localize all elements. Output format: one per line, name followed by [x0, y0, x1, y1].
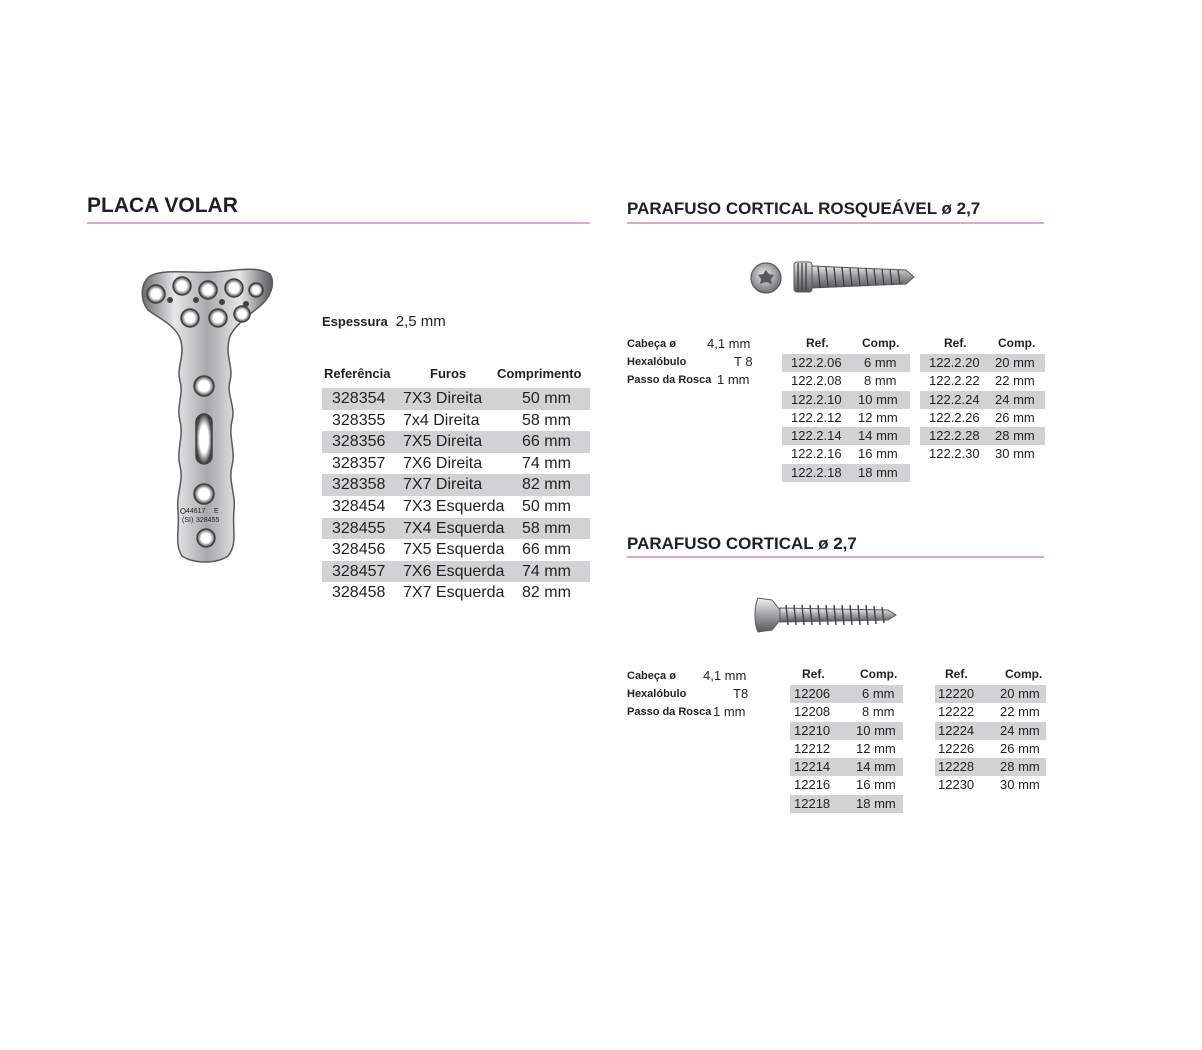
header-ref: Ref.: [802, 667, 825, 681]
plate-engraving-line2b: 328455: [196, 517, 220, 524]
table-row: 328458 7X7 Esquerda 82 mm: [332, 584, 571, 602]
header-furos: Furos: [430, 366, 467, 381]
plate-engraving-side: E: [214, 508, 219, 515]
spec-value: 4,1 mm: [703, 668, 747, 683]
placa-title-rule: [87, 222, 590, 224]
table-row: 12222 22 mm: [938, 704, 1040, 720]
table-row: 328456 7X5 Esquerda 66 mm: [332, 541, 571, 559]
table-row: 12218 18 mm: [790, 795, 903, 813]
rosqueavel-screw-image: [748, 256, 918, 298]
table-row: 12210 10 mm: [790, 722, 903, 740]
header-ref: Ref.: [944, 336, 967, 350]
table-row: 122.2.30 30 mm: [929, 446, 1035, 462]
volar-plate-image: [138, 266, 278, 566]
table-row: 122.2.24 24 mm: [920, 391, 1045, 409]
table-row: 122.2.06 6 mm: [782, 354, 910, 372]
header-comp: Comp.: [1005, 667, 1043, 681]
spec-value: 1 mm: [717, 372, 750, 387]
spec-label: Hexalóbulo: [627, 688, 687, 700]
plate-engraving-line2a: (SI): [182, 517, 194, 524]
table-row: 12208 8 mm: [794, 704, 895, 720]
rosqueavel-table-1: [782, 336, 910, 482]
table-row: 122.2.28 28 mm: [920, 427, 1045, 445]
cortical-table-2: [935, 667, 1046, 795]
rosqueavel-title-rule: [627, 222, 1044, 224]
table-row: 12230 30 mm: [938, 777, 1040, 793]
cortical-screw-image: [752, 592, 900, 638]
rosqueavel-table-2: [920, 336, 1045, 464]
table-row: 122.2.16 16 mm: [791, 446, 898, 462]
table-row: 328454 7X3 Esquerda 50 mm: [332, 497, 571, 515]
table-row: 122.2.14 14 mm: [782, 427, 910, 445]
spec-value: 4,1 mm: [707, 336, 751, 351]
spec-label: Hexalóbulo: [627, 356, 687, 368]
table-row: 12214 14 mm: [790, 758, 903, 776]
table-row: 122.2.22 22 mm: [929, 373, 1035, 389]
table-row: 12224 24 mm: [935, 722, 1046, 740]
table-row: 122.2.20 20 mm: [920, 354, 1045, 372]
table-row: 122.2.10 10 mm: [782, 391, 910, 409]
table-row: 12228 28 mm: [935, 758, 1046, 776]
table-row: 12216 16 mm: [794, 777, 896, 793]
cortical-title: PARAFUSO CORTICAL ø 2,7: [627, 534, 857, 553]
cortical-table-1: [790, 667, 903, 813]
placa-title: PLACA VOLAR: [87, 194, 238, 217]
header-comp: Comp.: [998, 336, 1036, 350]
plate-engraving-line1: 44617: [186, 508, 206, 515]
table-row: 328357 7X6 Direita 74 mm: [332, 454, 571, 472]
placa-spec: [322, 313, 446, 330]
header-comp: Comp.: [860, 667, 898, 681]
table-row: 12206 6 mm: [790, 685, 903, 703]
table-row: 122.2.18 18 mm: [782, 464, 910, 482]
table-row: 122.2.12 12 mm: [791, 409, 898, 425]
table-row: 12220 20 mm: [935, 685, 1046, 703]
table-row: 122.2.08 8 mm: [791, 373, 897, 389]
header-ref: Ref.: [806, 336, 829, 350]
table-row: 328457 7X6 Esquerda 74 mm: [322, 561, 590, 583]
header-referencia: Referência: [324, 366, 391, 381]
spec-value: T8: [733, 686, 749, 701]
spec-label: Cabeça ø: [627, 338, 676, 350]
cortical-title-rule: [627, 556, 1044, 558]
table-row: 12226 26 mm: [938, 740, 1040, 756]
placa-table-header: [322, 366, 590, 388]
spec-label: Cabeça ø: [627, 670, 676, 682]
table-row: 12212 12 mm: [794, 740, 896, 756]
placa-spec-value: 2,5 mm: [395, 313, 446, 330]
table-row: 122.2.26 26 mm: [929, 409, 1035, 425]
table-row: 328455 7X4 Esquerda 58 mm: [322, 518, 590, 540]
cortical-specs: [627, 667, 757, 721]
table-row: 328356 7X5 Direita 66 mm: [322, 431, 590, 453]
rosqueavel-specs: [627, 335, 757, 389]
spec-value: 1 mm: [713, 704, 746, 719]
header-comp: Comp.: [862, 336, 900, 350]
placa-table: [322, 366, 590, 604]
table-row: 328355 7x4 Direita 58 mm: [332, 411, 571, 429]
table-row: 328354 7X3 Direita 50 mm: [322, 388, 590, 410]
header-comprimento: Comprimento: [497, 366, 582, 381]
header-ref: Ref.: [945, 667, 968, 681]
placa-spec-label: Espessura: [322, 314, 388, 329]
spec-label: Passo da Rosca: [627, 374, 712, 386]
spec-label: Passo da Rosca: [627, 706, 712, 718]
table-row: 328358 7X7 Direita 82 mm: [322, 474, 590, 496]
spec-value: T 8: [734, 354, 753, 369]
rosqueavel-title: PARAFUSO CORTICAL ROSQUEÁVEL ø 2,7: [627, 199, 981, 218]
